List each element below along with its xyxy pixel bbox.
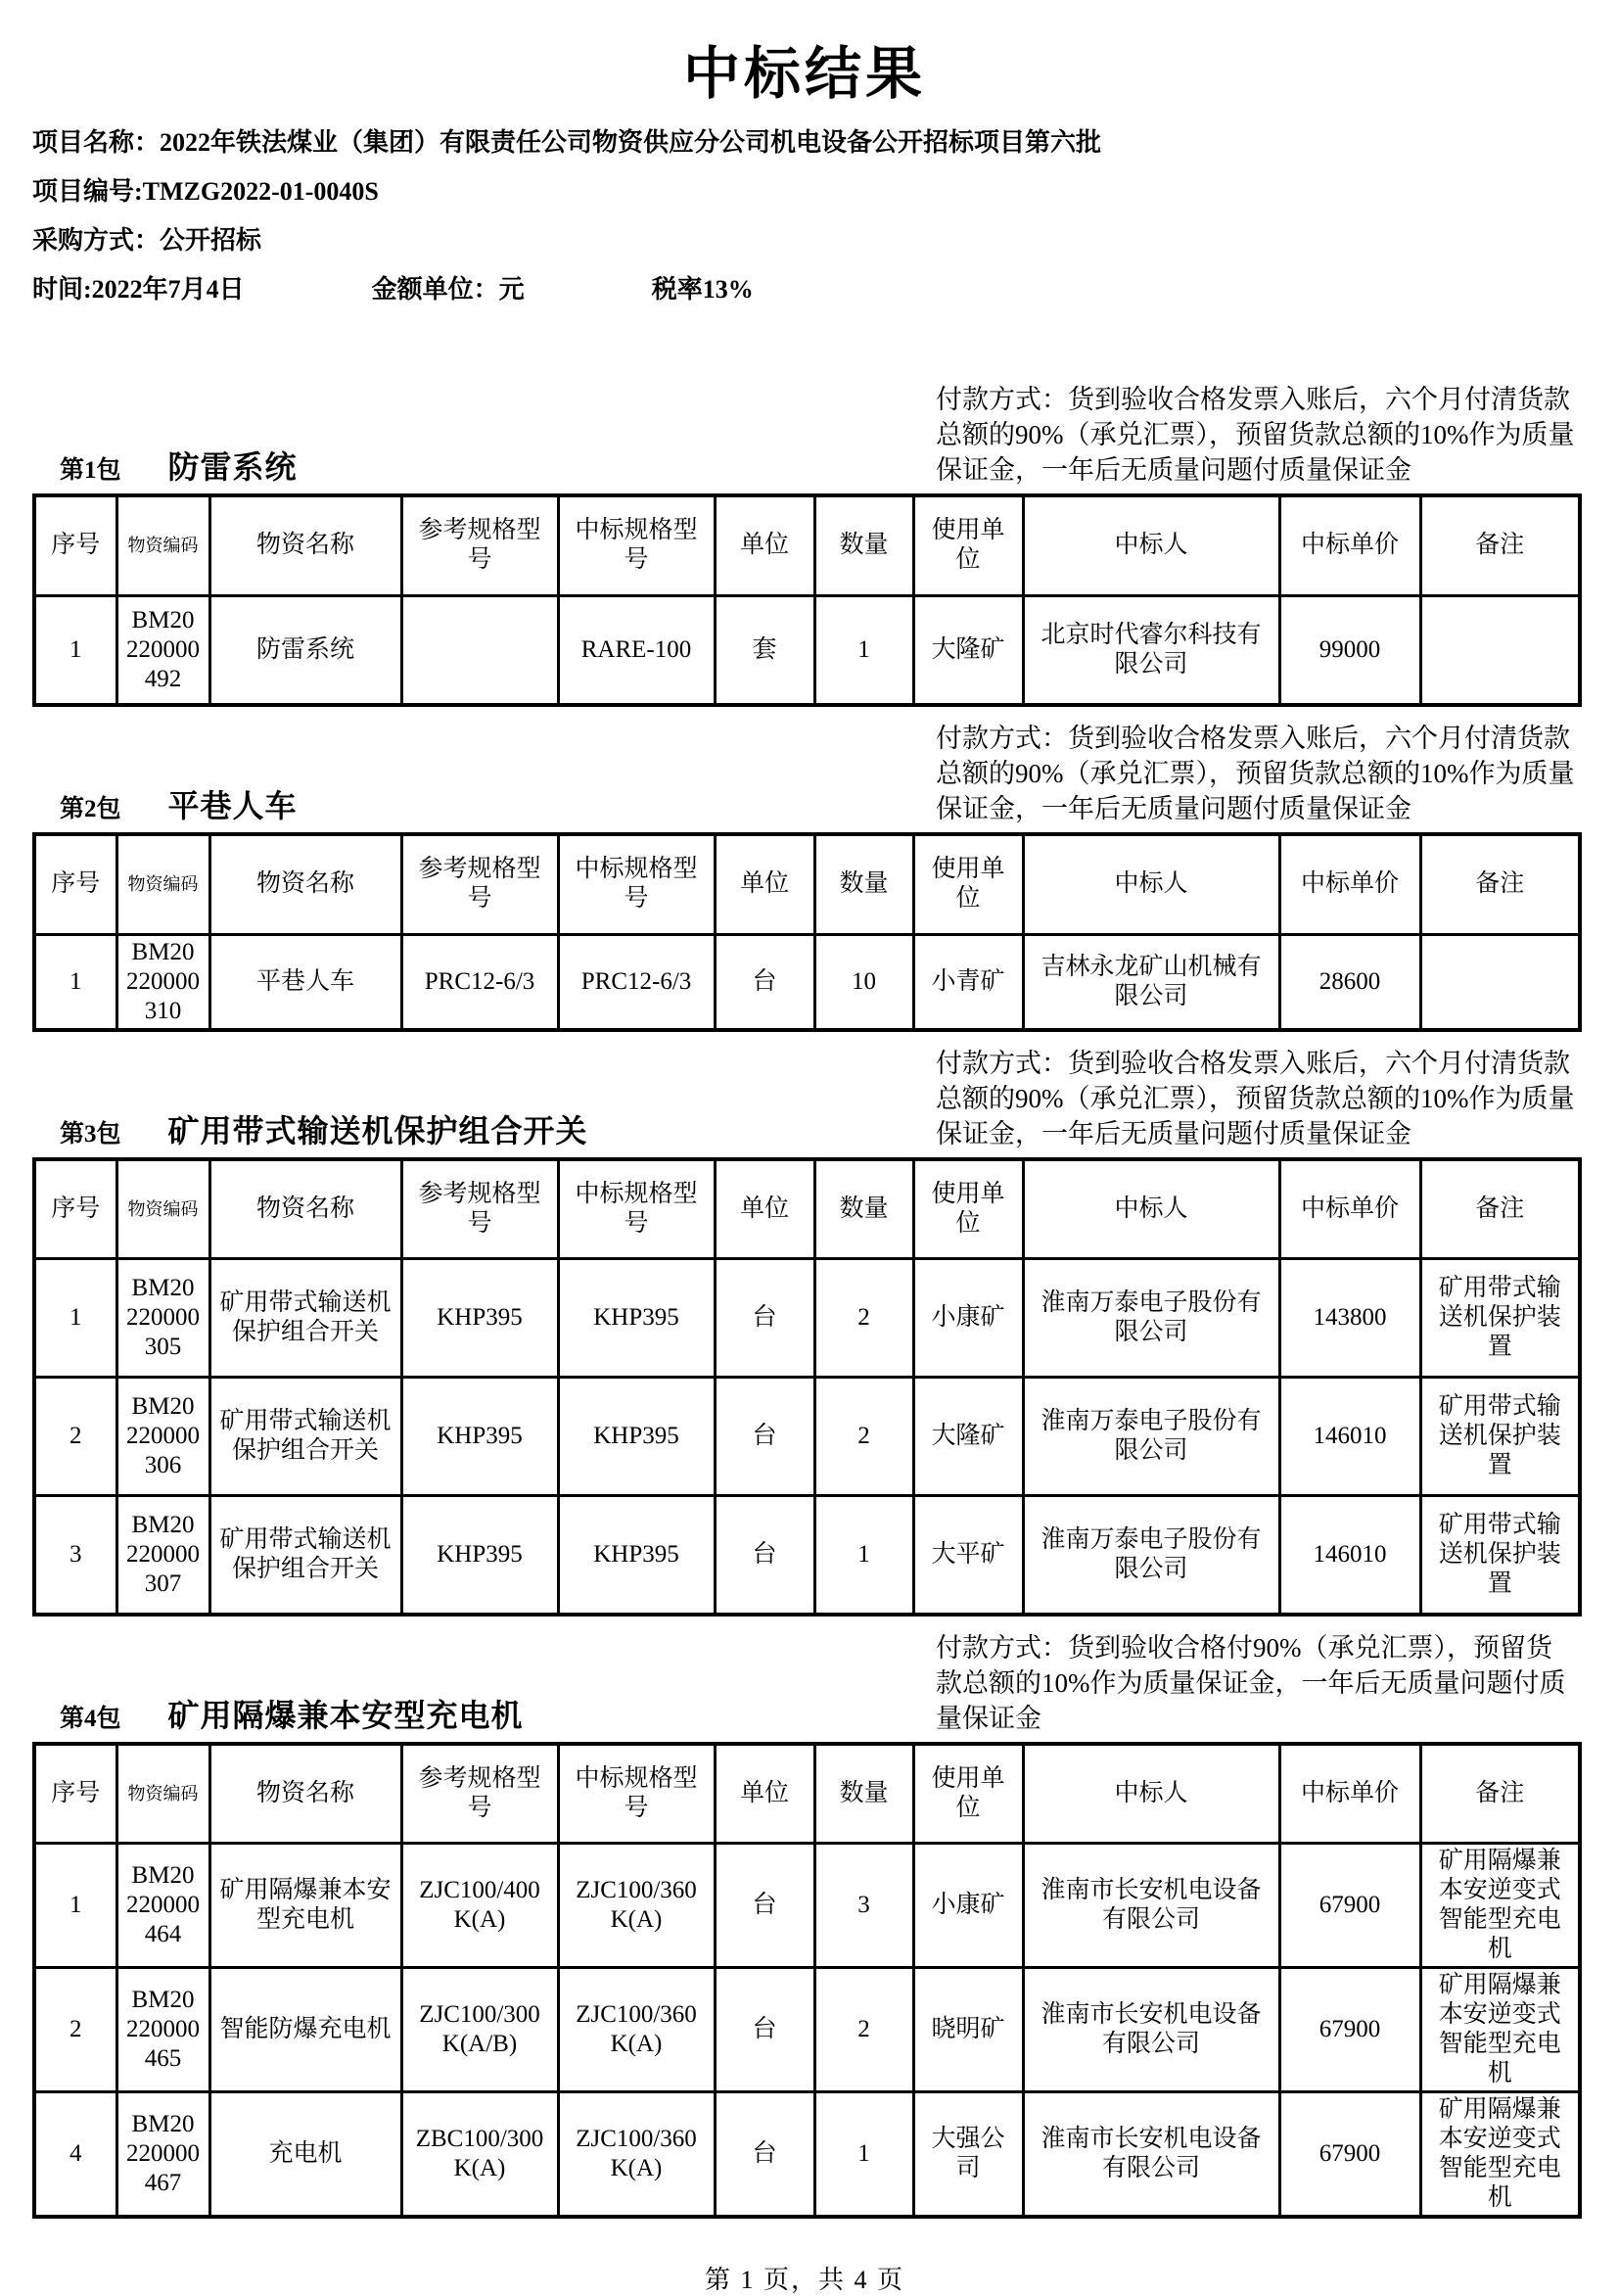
table-row xyxy=(34,1259,1580,1378)
column-header: 物资编码 xyxy=(116,834,209,934)
table-row xyxy=(34,934,1580,1030)
table-cell: 台 xyxy=(715,1496,814,1615)
table-cell: 台 xyxy=(715,2092,814,2218)
project-number: 项目编号:TMZG2022-01-0040S xyxy=(32,177,379,206)
column-header: 使用单位 xyxy=(913,495,1023,595)
table-cell: BM20220000467 xyxy=(116,2092,209,2218)
column-header: 中标规格型号 xyxy=(558,834,715,934)
table-cell: 智能防爆充电机 xyxy=(209,1968,401,2092)
column-header: 序号 xyxy=(34,1159,116,1259)
table-cell: 矿用带式输送机保护装置 xyxy=(1420,1496,1580,1615)
package-label: 第1包 xyxy=(60,457,121,484)
table-cell: KHP395 xyxy=(401,1378,558,1496)
table-cell: 2 xyxy=(814,1378,913,1496)
payment-note: 付款方式：货到验收合格付90%（承兑汇票），预留货款总额的10%作为质量保证金，一年后无质量问题付质量保证金 xyxy=(936,1632,1566,1733)
section-head xyxy=(32,1630,1577,1736)
column-header: 数量 xyxy=(814,1159,913,1259)
page-indicator: 第 1 页，共 4 页 xyxy=(704,2266,904,2294)
column-header: 中标单价 xyxy=(1279,1744,1420,1844)
column-header: 使用单位 xyxy=(913,834,1023,934)
tax-rate-label: 税率13% xyxy=(651,275,754,304)
table-cell: 67900 xyxy=(1279,2092,1420,2218)
column-header: 备注 xyxy=(1420,1744,1580,1844)
package-label: 第2包 xyxy=(60,796,121,822)
column-header: 单位 xyxy=(715,834,814,934)
column-header: 单位 xyxy=(715,1744,814,1844)
time-label: 时间:2022年7月4日 xyxy=(32,275,245,304)
table-cell: 1 xyxy=(814,595,913,705)
column-header: 物资编码 xyxy=(116,495,209,595)
package-heading xyxy=(32,443,298,488)
table-cell: 4 xyxy=(34,2092,116,2218)
table-cell: ZJC100/360K(A) xyxy=(558,2092,715,2218)
payment-note: 付款方式：货到验收合格发票入账后，六个月付清货款总额的90%（承兑汇票），预留货款总额的10%作为质量保证金，一年后无质量问题付质量保证金 xyxy=(936,385,1575,485)
column-header: 备注 xyxy=(1420,495,1580,595)
table-cell: BM20220000307 xyxy=(116,1496,209,1615)
column-header: 中标人 xyxy=(1023,834,1279,934)
table-cell: 淮南市长安机电设备有限公司 xyxy=(1023,1844,1279,1968)
table-cell: 套 xyxy=(715,595,814,705)
package-label: 第3包 xyxy=(60,1120,121,1148)
results-table-4 xyxy=(32,1742,1582,2220)
table-cell: 67900 xyxy=(1279,1844,1420,1968)
table-cell: ZBC100/300K(A) xyxy=(401,2092,558,2218)
column-header: 物资名称 xyxy=(209,1744,401,1844)
package-label: 第4包 xyxy=(60,1705,121,1732)
table-cell: 小青矿 xyxy=(913,934,1023,1030)
results-table-1 xyxy=(32,493,1582,707)
table-cell: KHP395 xyxy=(558,1259,715,1378)
column-header: 备注 xyxy=(1420,834,1580,934)
procurement-method: 采购方式：公开招标 xyxy=(32,226,262,255)
table-cell: 146010 xyxy=(1279,1496,1420,1615)
table-cell: 大平矿 xyxy=(913,1496,1023,1615)
table-cell: ZJC100/300K(A/B) xyxy=(401,1968,558,2092)
table-cell xyxy=(1420,595,1580,705)
package-title: 矿用带式输送机保护组合开关 xyxy=(167,1112,588,1148)
table-cell: 大隆矿 xyxy=(913,595,1023,705)
table-cell: BM20220000464 xyxy=(116,1844,209,1968)
table-cell: BM20220000305 xyxy=(116,1259,209,1378)
column-header: 中标规格型号 xyxy=(558,1744,715,1844)
table-row xyxy=(34,1968,1580,2092)
table-cell: 99000 xyxy=(1279,595,1420,705)
column-header: 中标人 xyxy=(1023,1744,1279,1844)
table-cell xyxy=(401,595,558,705)
column-header: 参考规格型号 xyxy=(401,834,558,934)
column-header: 单位 xyxy=(715,495,814,595)
table-cell: 平巷人车 xyxy=(209,934,401,1030)
table-cell: 矿用隔爆兼本安型充电机 xyxy=(209,1844,401,1968)
amount-unit-label: 金额单位：元 xyxy=(371,275,525,304)
section-head xyxy=(32,382,1577,488)
table-cell: ZJC100/400K(A) xyxy=(401,1844,558,1968)
table-cell: 小康矿 xyxy=(913,1259,1023,1378)
meta-row xyxy=(32,274,1577,305)
table-row xyxy=(34,1378,1580,1496)
payment-note: 付款方式：货到验收合格发票入账后，六个月付清货款总额的90%（承兑汇票），预留货款总额的10%作为质量保证金，一年后无质量问题付质量保证金 xyxy=(936,1048,1575,1148)
table-row xyxy=(34,595,1580,705)
table-cell: 台 xyxy=(715,1378,814,1496)
table-cell: 台 xyxy=(715,1259,814,1378)
column-header: 中标单价 xyxy=(1279,834,1420,934)
column-header: 中标规格型号 xyxy=(558,1159,715,1259)
column-header: 物资名称 xyxy=(209,495,401,595)
table-row xyxy=(34,2092,1580,2218)
table-cell: 1 xyxy=(814,2092,913,2218)
payment-note: 付款方式：货到验收合格发票入账后，六个月付清货款总额的90%（承兑汇票），预留货款总额的10%作为质量保证金，一年后无质量问题付质量保证金 xyxy=(936,724,1575,823)
column-header: 数量 xyxy=(814,834,913,934)
table-cell: 2 xyxy=(814,1259,913,1378)
table-cell: 小康矿 xyxy=(913,1844,1023,1968)
table-cell: 矿用带式输送机保护组合开关 xyxy=(209,1259,401,1378)
table-cell: 10 xyxy=(814,934,913,1030)
table-cell: 2 xyxy=(34,1968,116,2092)
package-section-3 xyxy=(32,1046,1577,1617)
column-header: 中标规格型号 xyxy=(558,495,715,595)
header-row xyxy=(34,834,1580,934)
table-cell: KHP395 xyxy=(558,1496,715,1615)
column-header: 数量 xyxy=(814,495,913,595)
table-cell: KHP395 xyxy=(558,1378,715,1496)
package-section-4 xyxy=(32,1630,1577,2220)
column-header: 单位 xyxy=(715,1159,814,1259)
package-heading xyxy=(32,1691,524,1736)
page-title: 中标结果 xyxy=(682,42,926,106)
table-cell: 台 xyxy=(715,934,814,1030)
table-cell: 淮南万泰电子股份有限公司 xyxy=(1023,1378,1279,1496)
column-header: 中标人 xyxy=(1023,1159,1279,1259)
table-cell: 吉林永龙矿山机械有限公司 xyxy=(1023,934,1279,1030)
package-heading xyxy=(32,1106,588,1151)
table-cell: 3 xyxy=(34,1496,116,1615)
header-row xyxy=(34,1744,1580,1844)
table-cell: 1 xyxy=(814,1496,913,1615)
table-cell: 28600 xyxy=(1279,934,1420,1030)
column-header: 参考规格型号 xyxy=(401,495,558,595)
column-header: 中标单价 xyxy=(1279,1159,1420,1259)
table-cell: 北京时代睿尔科技有限公司 xyxy=(1023,595,1279,705)
column-header: 物资名称 xyxy=(209,1159,401,1259)
header-row xyxy=(34,495,1580,595)
column-header: 中标人 xyxy=(1023,495,1279,595)
table-cell xyxy=(1420,934,1580,1030)
table-cell: 淮南万泰电子股份有限公司 xyxy=(1023,1259,1279,1378)
table-cell: ZJC100/360K(A) xyxy=(558,1968,715,2092)
table-cell: KHP395 xyxy=(401,1259,558,1378)
column-header: 使用单位 xyxy=(913,1159,1023,1259)
results-table-3 xyxy=(32,1157,1582,1617)
table-cell: PRC12-6/3 xyxy=(401,934,558,1030)
column-header: 参考规格型号 xyxy=(401,1744,558,1844)
table-cell: PRC12-6/3 xyxy=(558,934,715,1030)
table-cell: ZJC100/360K(A) xyxy=(558,1844,715,1968)
table-cell: 矿用带式输送机保护组合开关 xyxy=(209,1378,401,1496)
column-header: 备注 xyxy=(1420,1159,1580,1259)
section-head xyxy=(32,721,1577,826)
column-header: 序号 xyxy=(34,834,116,934)
table-cell: 淮南市长安机电设备有限公司 xyxy=(1023,2092,1279,2218)
table-cell: 2 xyxy=(814,1968,913,2092)
package-title: 矿用隔爆兼本安型充电机 xyxy=(167,1697,524,1733)
table-cell: BM20220000306 xyxy=(116,1378,209,1496)
table-cell: 淮南万泰电子股份有限公司 xyxy=(1023,1496,1279,1615)
column-header: 物资名称 xyxy=(209,834,401,934)
results-table-2 xyxy=(32,832,1582,1032)
package-title: 防雷系统 xyxy=(167,449,298,485)
table-cell: 台 xyxy=(715,1844,814,1968)
table-cell: BM20220000492 xyxy=(116,595,209,705)
table-cell: 防雷系统 xyxy=(209,595,401,705)
table-cell: 1 xyxy=(34,1259,116,1378)
table-cell: 矿用带式输送机保护装置 xyxy=(1420,1259,1580,1378)
table-cell: 大强公司 xyxy=(913,2092,1023,2218)
table-cell: 143800 xyxy=(1279,1259,1420,1378)
column-header: 物资编码 xyxy=(116,1159,209,1259)
table-cell: 矿用隔爆兼本安逆变式智能型充电机 xyxy=(1420,2092,1580,2218)
package-section-2 xyxy=(32,721,1577,1032)
table-cell: 大隆矿 xyxy=(913,1378,1023,1496)
column-header: 中标单价 xyxy=(1279,495,1420,595)
table-cell: BM20220000310 xyxy=(116,934,209,1030)
header-row xyxy=(34,1159,1580,1259)
project-name: 项目名称：2022年铁法煤业（集团）有限责任公司物资供应分公司机电设备公开招标项目第六批 xyxy=(32,128,1102,157)
column-header: 序号 xyxy=(34,1744,116,1844)
table-cell: 2 xyxy=(34,1378,116,1496)
table-cell: 67900 xyxy=(1279,1968,1420,2092)
table-cell: 矿用隔爆兼本安逆变式智能型充电机 xyxy=(1420,1968,1580,2092)
table-cell: 1 xyxy=(34,1844,116,1968)
column-header: 参考规格型号 xyxy=(401,1159,558,1259)
table-row xyxy=(34,1844,1580,1968)
package-heading xyxy=(32,781,298,826)
table-cell: 矿用带式输送机保护装置 xyxy=(1420,1378,1580,1496)
table-cell: 充电机 xyxy=(209,2092,401,2218)
column-header: 序号 xyxy=(34,495,116,595)
table-cell: 1 xyxy=(34,595,116,705)
column-header: 使用单位 xyxy=(913,1744,1023,1844)
table-cell: KHP395 xyxy=(401,1496,558,1615)
column-header: 数量 xyxy=(814,1744,913,1844)
table-cell: RARE-100 xyxy=(558,595,715,705)
table-cell: 淮南市长安机电设备有限公司 xyxy=(1023,1968,1279,2092)
table-cell: 晓明矿 xyxy=(913,1968,1023,2092)
table-cell: 146010 xyxy=(1279,1378,1420,1496)
package-section-1 xyxy=(32,382,1577,707)
table-cell: 矿用隔爆兼本安逆变式智能型充电机 xyxy=(1420,1844,1580,1968)
table-cell: 3 xyxy=(814,1844,913,1968)
column-header: 物资编码 xyxy=(116,1744,209,1844)
package-title: 平巷人车 xyxy=(167,788,298,823)
table-row xyxy=(34,1496,1580,1615)
table-cell: 台 xyxy=(715,1968,814,2092)
table-cell: 矿用带式输送机保护组合开关 xyxy=(209,1496,401,1615)
section-head xyxy=(32,1046,1577,1151)
table-cell: 1 xyxy=(34,934,116,1030)
table-cell: BM20220000465 xyxy=(116,1968,209,2092)
